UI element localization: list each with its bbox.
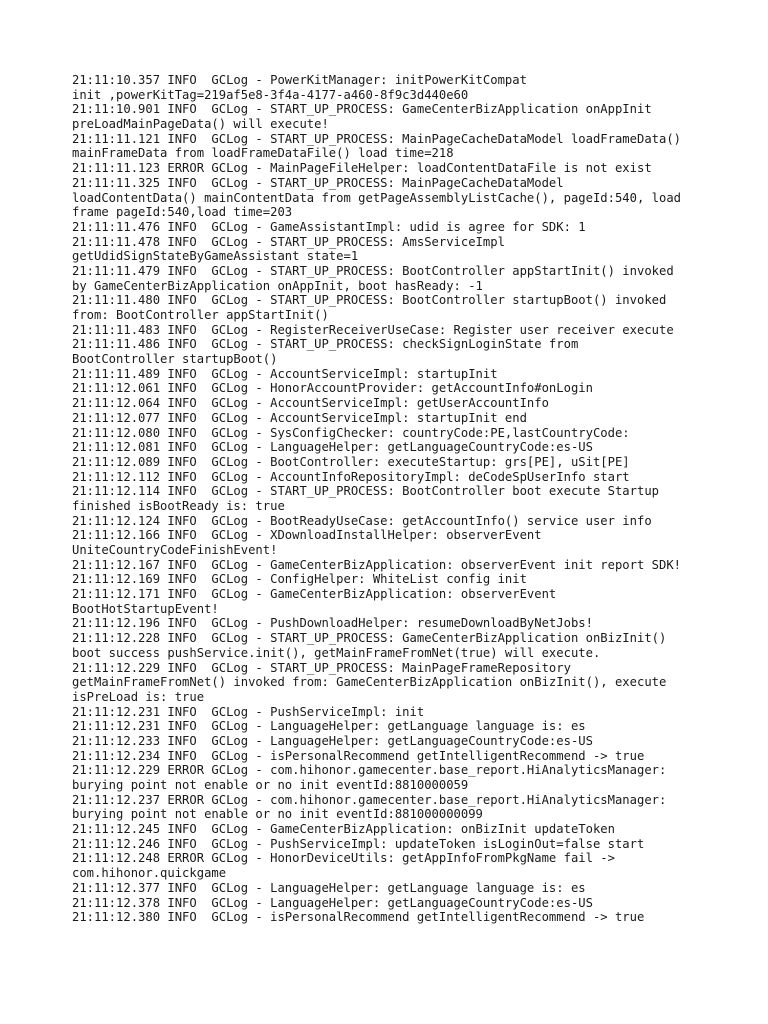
log-line: 21:11:11.121 INFO GCLog - START_UP_PROCESS: MainPageCacheDataModel loadFrameData() bbox=[72, 131, 682, 146]
log-line: 21:11:12.112 INFO GCLog - AccountInfoRepositoryImpl: deCodeSpUserInfo start bbox=[72, 469, 630, 484]
log-line: 21:11:12.064 INFO GCLog - AccountServiceImpl: getUserAccountInfo bbox=[72, 396, 549, 411]
log-line: 21:11:12.233 INFO GCLog - LanguageHelper: getLanguageCountryCode:es-US bbox=[72, 733, 593, 748]
log-line: 21:11:12.081 INFO GCLog - LanguageHelper: getLanguageCountryCode:es-US bbox=[72, 440, 593, 455]
log-line: 21:11:12.124 INFO GCLog - BootReadyUseCase: getAccountInfo() service user info bbox=[72, 513, 652, 528]
log-line: boot success pushService.init(), getMainFrameFromNet(true) will execute. bbox=[72, 645, 601, 660]
log-line: getMainFrameFromNet() invoked from: GameCenterBizApplication onBizInit(), execute bbox=[72, 675, 667, 690]
log-line: by GameCenterBizApplication onAppInit, boot hasReady: -1 bbox=[72, 278, 483, 293]
log-line: 21:11:12.061 INFO GCLog - HonorAccountProvider: getAccountInfo#onLogin bbox=[72, 381, 593, 396]
log-line: burying point not enable or no init eventId:881000000099 bbox=[72, 807, 483, 822]
log-line: 21:11:12.114 INFO GCLog - START_UP_PROCESS: BootController boot execute Startup bbox=[72, 484, 659, 499]
log-line: 21:11:12.080 INFO GCLog - SysConfigChecker: countryCode:PE,lastCountryCode: bbox=[72, 425, 630, 440]
log-line: com.hihonor.quickgame bbox=[72, 866, 227, 881]
log-line: 21:11:12.237 ERROR GCLog - com.hihonor.gamecenter.base_report.HiAnalyticsManager: bbox=[72, 792, 667, 807]
log-line: 21:11:12.169 INFO GCLog - ConfigHelper: WhiteList config init bbox=[72, 572, 527, 587]
log-line: 21:11:12.231 INFO GCLog - LanguageHelper: getLanguage language is: es bbox=[72, 719, 586, 734]
log-line: getUdidSignStateByGameAssistant state=1 bbox=[72, 249, 359, 264]
log-line: 21:11:12.166 INFO GCLog - XDownloadInstallHelper: observerEvent bbox=[72, 528, 542, 543]
log-line: 21:11:11.480 INFO GCLog - START_UP_PROCESS: BootController startupBoot() invoked bbox=[72, 293, 667, 308]
log-line: 21:11:11.123 ERROR GCLog - MainPageFileHelper: loadContentDataFile is not exist bbox=[72, 161, 652, 176]
log-line: UniteCountryCodeFinishEvent! bbox=[72, 543, 278, 557]
log-line: 21:11:12.231 INFO GCLog - PushServiceImpl: init bbox=[72, 704, 425, 719]
log-line: burying point not enable or no init eventId:8810000059 bbox=[72, 778, 469, 792]
log-line: 21:11:12.246 INFO GCLog - PushServiceImpl: updateToken isLoginOut=false start bbox=[72, 836, 645, 851]
log-line: 21:11:11.483 INFO GCLog - RegisterReceiverUseCase: Register user receiver execute bbox=[72, 322, 674, 337]
log-line: 21:11:12.229 ERROR GCLog - com.hihonor.gamecenter.base_report.HiAnalyticsManager: bbox=[72, 763, 667, 778]
log-line: 21:11:10.901 INFO GCLog - START_UP_PROCESS: GameCenterBizApplication onAppInit bbox=[72, 102, 652, 117]
log-line: 21:11:12.171 INFO GCLog - GameCenterBizApplication: observerEvent bbox=[72, 587, 557, 602]
log-line: 21:11:12.377 INFO GCLog - LanguageHelper: getLanguage language is: es bbox=[72, 880, 586, 895]
log-line: 21:11:12.245 INFO GCLog - GameCenterBizApplication: onBizInit updateToken bbox=[72, 822, 615, 837]
log-line: BootController startupBoot() bbox=[72, 352, 278, 367]
log-line: 21:11:12.228 INFO GCLog - START_UP_PROCESS: GameCenterBizApplication onBizInit() bbox=[72, 631, 667, 646]
log-line: preLoadMainPageData() will execute! bbox=[72, 117, 329, 132]
log-line: 21:11:11.478 INFO GCLog - START_UP_PROCESS: AmsServiceImpl bbox=[72, 234, 505, 249]
log-line: 21:11:11.325 INFO GCLog - START_UP_PROCESS: MainPageCacheDataModel bbox=[72, 175, 564, 190]
log-line: 21:11:12.167 INFO GCLog - GameCenterBizApplication: observerEvent init report SDK! bbox=[72, 557, 682, 572]
log-line: 21:11:11.486 INFO GCLog - START_UP_PROCESS: checkSignLoginState from bbox=[72, 337, 579, 352]
log-line: from: BootController appStartInit() bbox=[72, 308, 329, 322]
log-line: 21:11:12.229 INFO GCLog - START_UP_PROCESS: MainPageFrameRepository bbox=[72, 660, 571, 675]
log-line: finished isBootReady is: true bbox=[72, 498, 285, 513]
log-text-body bbox=[72, 73, 712, 925]
log-line: mainFrameData from loadFrameDataFile() load time=218 bbox=[72, 146, 454, 161]
log-line: 21:11:12.380 INFO GCLog - isPersonalRecommend getIntelligentRecommend -> true bbox=[72, 910, 645, 925]
log-line: 21:11:12.248 ERROR GCLog - HonorDeviceUtils: getAppInfoFromPkgName fail -> bbox=[72, 851, 615, 866]
log-line: isPreLoad is: true bbox=[72, 689, 205, 704]
log-line: 21:11:12.089 INFO GCLog - BootController: executeStartup: grs[PE], uSit[PE] bbox=[72, 454, 630, 469]
log-line: BootHotStartupEvent! bbox=[72, 601, 219, 616]
log-line: 21:11:12.196 INFO GCLog - PushDownloadHelper: resumeDownloadByNetJobs! bbox=[72, 616, 593, 631]
log-line: 21:11:12.234 INFO GCLog - isPersonalRecommend getIntelligentRecommend -> true bbox=[72, 748, 645, 763]
log-line: 21:11:11.476 INFO GCLog - GameAssistantImpl: udid is agree for SDK: 1 bbox=[72, 219, 586, 234]
log-line: init ,powerKitTag=219af5e8-3f4a-4177-a460-8f9c3d440e60 bbox=[72, 87, 469, 102]
log-line: 21:11:12.378 INFO GCLog - LanguageHelper: getLanguageCountryCode:es-US bbox=[72, 895, 593, 910]
log-line: 21:11:12.077 INFO GCLog - AccountServiceImpl: startupInit end bbox=[72, 410, 527, 425]
log-line: frame pageId:540,load time=203 bbox=[72, 205, 293, 220]
log-line: 21:11:11.489 INFO GCLog - AccountServiceImpl: startupInit bbox=[72, 366, 498, 381]
log-line: 21:11:10.357 INFO GCLog - PowerKitManager: initPowerKitCompat bbox=[72, 73, 527, 87]
log-line: 21:11:11.479 INFO GCLog - START_UP_PROCESS: BootController appStartInit() invoked bbox=[72, 263, 674, 278]
log-line: loadContentData() mainContentData from getPageAssemblyListCache(), pageId:540, load bbox=[72, 190, 682, 205]
